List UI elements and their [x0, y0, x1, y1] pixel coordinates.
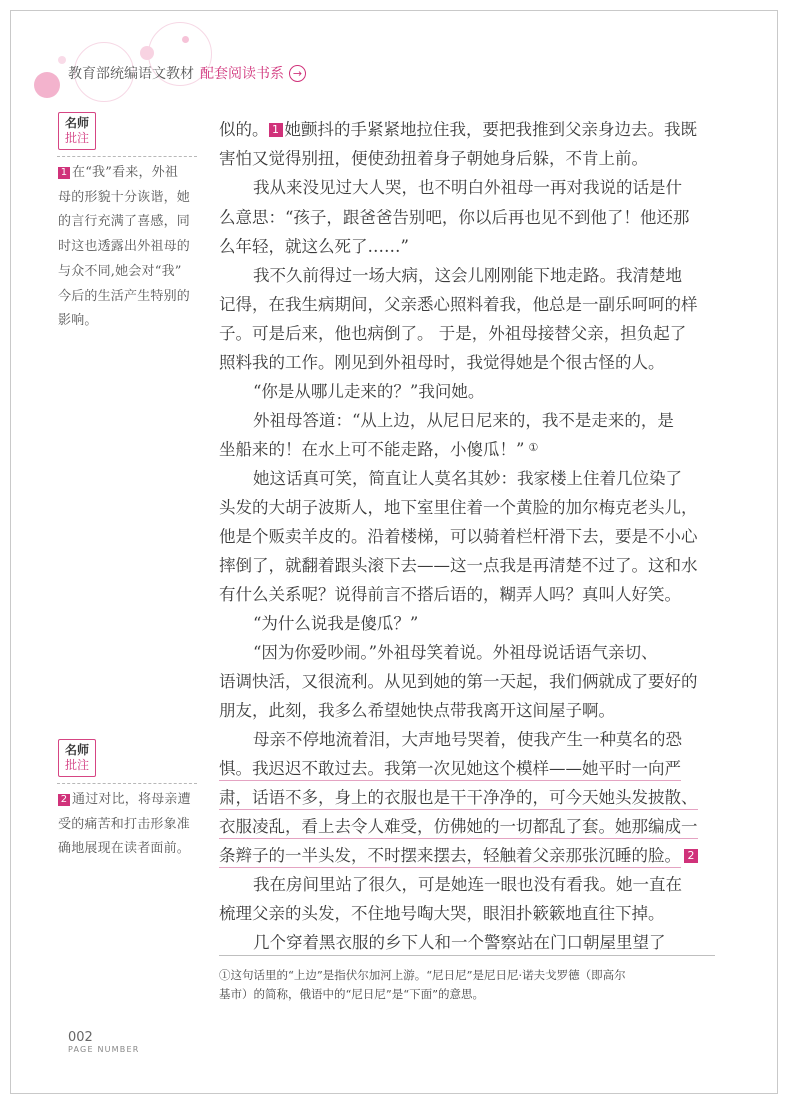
decorative-circle — [182, 36, 189, 43]
text-line: 我不久前得过一场大病，这会儿刚刚能下地走路。我清楚地 — [253, 266, 682, 285]
note-line: 受的痛苦和打击形象准 — [58, 816, 191, 832]
page-number: 002 — [68, 1030, 93, 1045]
note-tag-line1: 名师 — [64, 743, 89, 757]
underlined-text: 肃，话语不多，身上的衣服也是干干净净的，可今天她头发披散、 — [219, 788, 698, 810]
decorative-circle — [34, 72, 60, 98]
text-line: 我在房间里站了很久，可是她连一眼也没有看我。她一直在 — [253, 875, 682, 894]
teacher-note-tag — [58, 112, 96, 150]
note-line: 影响。 — [58, 313, 98, 329]
text-line: 几个穿着黑衣服的乡下人和一个警察站在门口朝屋里望了 — [253, 933, 666, 952]
text-line: 摔倒了，就翻着跟头滚下去——这一点我是再清楚不过了。这和水 — [219, 556, 698, 575]
text-line: “因为你爱吵闹。”外祖母笑着说。外祖母说话语气亲切、 — [253, 643, 658, 662]
teacher-note-tag — [58, 739, 96, 777]
note-line: 母的形貌十分诙谐，她 — [58, 189, 191, 205]
text-line: 有什么关系呢？说得前言不搭后语的，糊弄人吗？真叫人好笑。 — [219, 585, 681, 604]
note-line: 确地展现在读者面前。 — [58, 841, 191, 857]
text-line: “为什么说我是傻瓜？” — [253, 614, 419, 633]
note-tag-line2: 批注 — [64, 131, 89, 145]
decorative-circle — [140, 46, 154, 60]
note-line: 今后的生活产生特别的 — [58, 288, 191, 304]
running-header — [68, 63, 306, 83]
text-line: 似的。 1 她颤抖的手紧紧地拉住我，要把我推到父亲身边去。我既 — [219, 120, 697, 139]
annotation-marker: 1 — [269, 123, 283, 137]
note-number-badge: 2 — [58, 794, 70, 806]
text-line: 照料我的工作。刚见到外祖母时，我觉得她是个很古怪的人。 — [219, 353, 665, 372]
text-line: 他是个贩卖羊皮的。沿着楼梯，可以骑着栏杆滑下去，要是不小心 — [219, 527, 698, 546]
text-line: 我从来没见过大人哭，也不明白外祖母一再对我说的话是什 — [253, 178, 682, 197]
series-subtitle: 配套阅读书系 — [200, 66, 284, 82]
text-line: 头发的大胡子波斯人，地下室里住着一个黄脸的加尔梅克老头儿， — [219, 498, 698, 517]
note-line: 的言行充满了喜感，同 — [58, 214, 191, 230]
text-line: 么年轻，就这么死了……” — [219, 237, 409, 256]
text-line: 害怕又觉得别扭，便使劲扭着身子朝她身后躲，不肯上前。 — [219, 149, 648, 168]
note-divider — [57, 783, 197, 784]
text-line: 子。可是后来，他也病倒了。 于是，外祖母接替父亲，担负起了 — [219, 324, 687, 343]
note-line: 时这也透露出外祖母的 — [58, 239, 191, 255]
text-line: 母亲不停地流着泪，大声地号哭着，使我产生一种莫名的恐 — [253, 730, 682, 749]
text-line: 记得，在我生病期间，父亲悉心照料着我，他总是一副乐呵呵的样 — [219, 295, 698, 314]
note-divider — [57, 156, 197, 157]
text-line — [219, 755, 715, 779]
text-line: 外祖母答道：“从上边，从尼日尼来的，我不是走来的，是 — [253, 411, 674, 430]
text-line — [219, 784, 715, 808]
text-line: 么意思：“孩子，跟爸爸告别吧，你以后再也见不到他了！他还那 — [219, 208, 690, 227]
note-line: 1 在“我”看来，外祖 — [58, 161, 198, 186]
underlined-text: 惧。我迟迟不敢过去。我第一次见她这个模样——她平时一向严 — [219, 759, 681, 781]
text-line: 坐船来的！在水上可不能走路，小傻瓜！” ① — [219, 440, 539, 459]
underlined-text: 条辫子的一半头发，不时摆来摆去，轻触着父亲那张沉睡的脸。 — [219, 846, 681, 868]
page-number-label: PAGE NUMBER — [68, 1045, 140, 1054]
note-tag-line2: 批注 — [64, 758, 89, 772]
series-title: 教育部统编语文教材 — [68, 66, 194, 82]
annotation-marker: 2 — [684, 849, 698, 863]
note-line: 与众不同,她会对“我” — [58, 263, 182, 279]
teacher-note-2 — [58, 788, 198, 862]
footnote-line: 基市）的简称，俄语中的“尼日尼”是“下面”的意思。 — [219, 987, 485, 1001]
footnote-line: ①这句话里的“上边”是指伏尔加河上游。“尼日尼”是尼日尼·诺夫戈罗德（即高尔 — [219, 968, 626, 982]
note-tag-line1: 名师 — [64, 116, 89, 130]
text-line: 朋友，此刻，我多么希望她快点带我离开这间屋子啊。 — [219, 701, 615, 720]
text-line: 语调快活，又很流利。从见到她的第一天起，我们俩就成了要好的 — [219, 672, 698, 691]
footnote-reference: ① — [528, 441, 539, 454]
underlined-text: 衣服凌乱，看上去令人难受，仿佛她的一切都乱了套。她那编成一 — [219, 817, 698, 839]
arrow-right-circle-icon: → — [289, 65, 306, 82]
decorative-circle — [58, 56, 66, 64]
text-line: “你是从哪儿走来的？”我问她。 — [253, 382, 485, 401]
footnote-divider — [219, 955, 715, 956]
text-line — [219, 842, 715, 866]
text-line — [219, 813, 715, 837]
teacher-note-1 — [58, 161, 198, 334]
note-line: 2 通过对比，将母亲遭 — [58, 788, 198, 813]
text-line: 她这话真可笑，简直让人莫名其妙：我家楼上住着几位染了 — [253, 469, 682, 488]
note-number-badge: 1 — [58, 167, 70, 179]
text-line: 梳理父亲的头发，不住地号啕大哭，眼泪扑簌簌地直往下掉。 — [219, 904, 665, 923]
